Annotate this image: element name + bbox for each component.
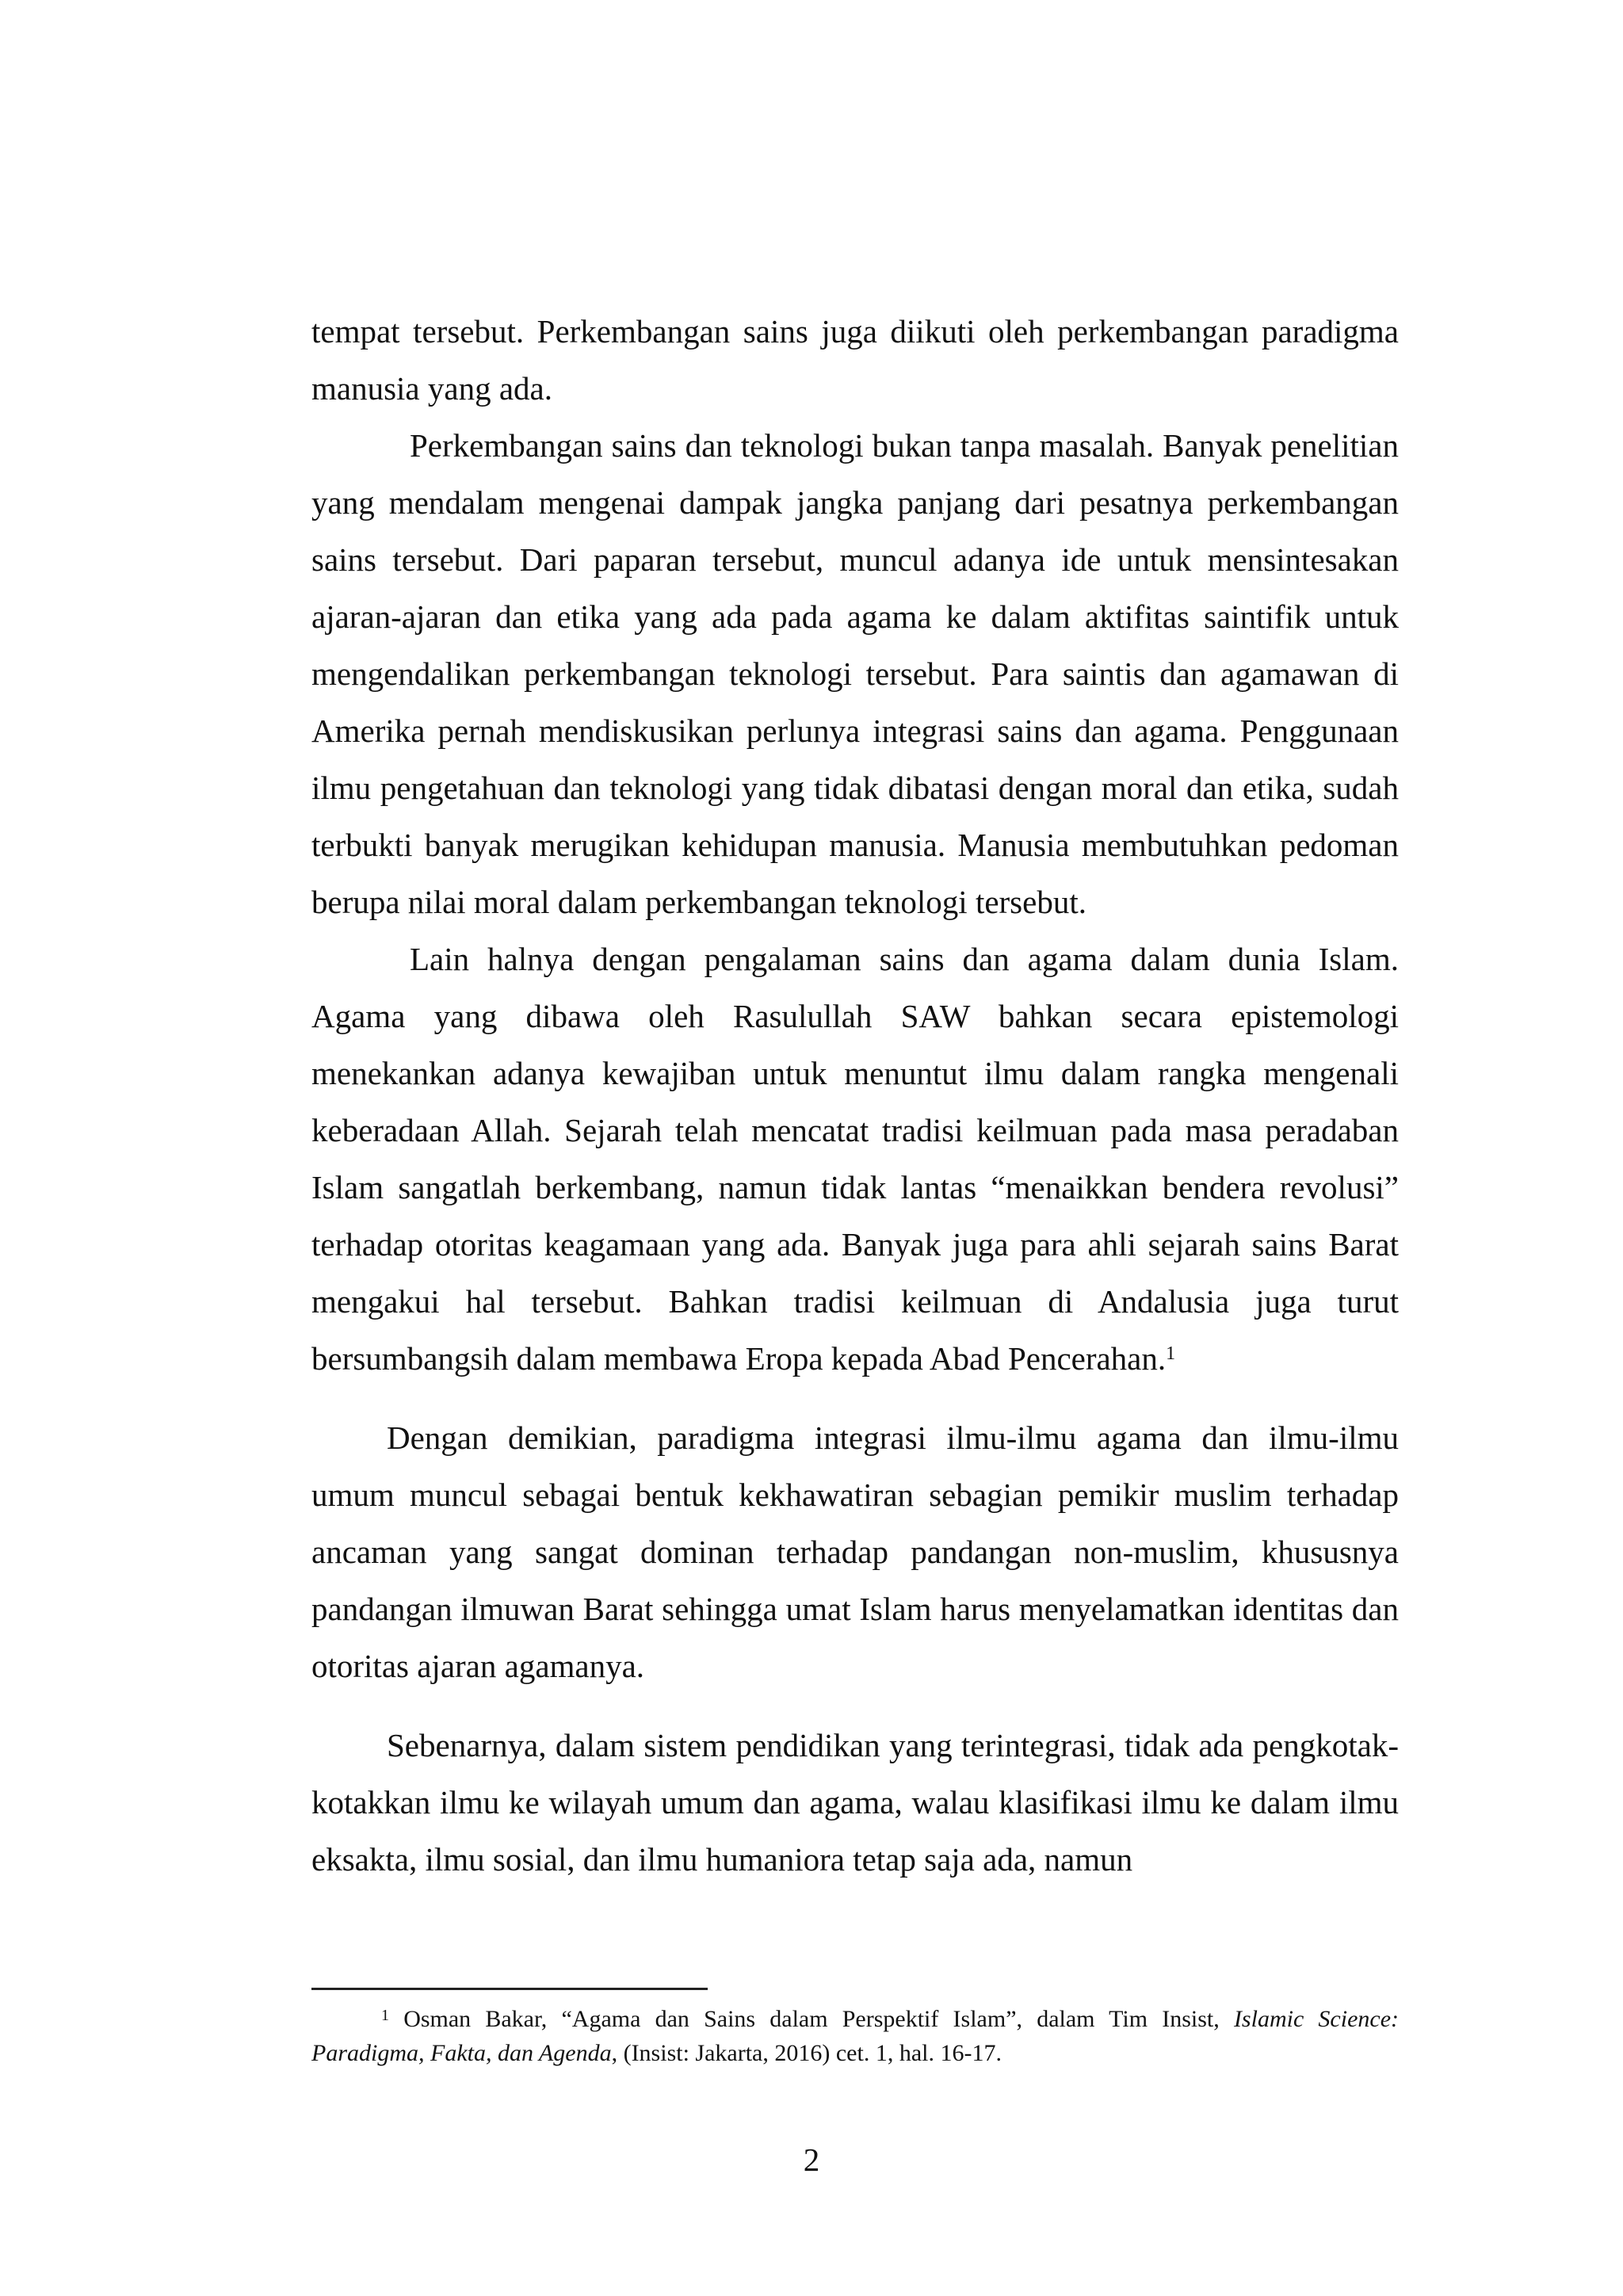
footnote-book-title: Islamic Science: Paradigma, Fakta, dan Agenda <box>311 2006 1400 2066</box>
body-text <box>311 303 1399 1888</box>
paragraph-1: tempat tersebut. Perkembangan sains juga diikuti oleh perkembangan paradigma manusia yang ada. <box>311 313 1399 407</box>
paragraph-3-text: Lain halnya dengan pengalaman sains dan agama dalam dunia Islam. Agama yang dibawa oleh Rasulullah SAW bahkan secara epistemologi menekankan adanya kewajiban untuk menuntut ilmu dalam rangka mengenali keberadaan Allah. Sejarah telah mencatat tradisi keilmuan pada masa peradaban Islam sangatlah berkembang, namun tidak lantas “menaikkan bendera revolusi” terhadap otoritas keagamaan yang ada. Banyak juga para ahli sejarah sains Barat mengakui hal tersebut. Bahkan tradisi keilmuan di Andalusia juga turut bersumbangsih dalam membawa Eropa kepada Abad Pencerahan. <box>311 941 1399 1377</box>
paragraph-4: Dengan demikian, paradigma integrasi ilmu-ilmu agama dan ilmu-ilmu umum muncul sebagai bentuk kekhawatiran sebagian pemikir muslim terhadap ancaman yang sangat dominan terhadap pandangan non-muslim, khususnya pandangan ilmuwan Barat sehingga umat Islam harus menyelamatkan identitas dan otoritas ajaran agamanya. <box>311 1419 1399 1684</box>
paragraph-2: Perkembangan sains dan teknologi bukan tanpa masalah. Banyak penelitian yang mendalam mengenai dampak jangka panjang dari pesatnya perkembangan sains tersebut. Dari paparan tersebut, muncul adanya ide untuk mensintesakan ajaran-ajaran dan etika yang ada pada agama ke dalam aktifitas saintifik untuk mengendalikan perkembangan teknologi tersebut. Para saintis dan agamawan di Amerika pernah mendiskusikan perlunya integrasi sains dan agama. Penggunaan ilmu pengetahuan dan teknologi yang tidak dibatasi dengan moral dan etika, sudah terbukti banyak merugikan kehidupan manusia. Manusia membutuhkan pedoman berupa nilai moral dalam perkembangan teknologi tersebut. <box>311 427 1399 920</box>
footnote-text-end: , (Insist: Jakarta, 2016) cet. 1, hal. 16-17. <box>611 2040 1002 2066</box>
paragraph-3 <box>311 930 1399 1387</box>
footnote <box>311 2002 1399 2070</box>
footnote-separator <box>311 1988 708 1990</box>
footnote-number: 1 <box>381 2007 389 2024</box>
footnote-reference[interactable]: 1 <box>1166 1343 1176 1364</box>
page-number: 2 <box>803 2141 820 2178</box>
paragraph-5: Sebenarnya, dalam sistem pendidikan yang terintegrasi, tidak ada pengkotak-kotakkan ilmu ke wilayah umum dan agama, walau klasifikasi ilmu ke dalam ilmu eksakta, ilmu sosial, dan ilmu humaniora tetap saja ada, namun <box>311 1727 1399 1878</box>
footnote-text: Osman Bakar, “Agama dan Sains dalam Perspektif Islam”, dalam Tim Insist, <box>403 2006 1234 2032</box>
